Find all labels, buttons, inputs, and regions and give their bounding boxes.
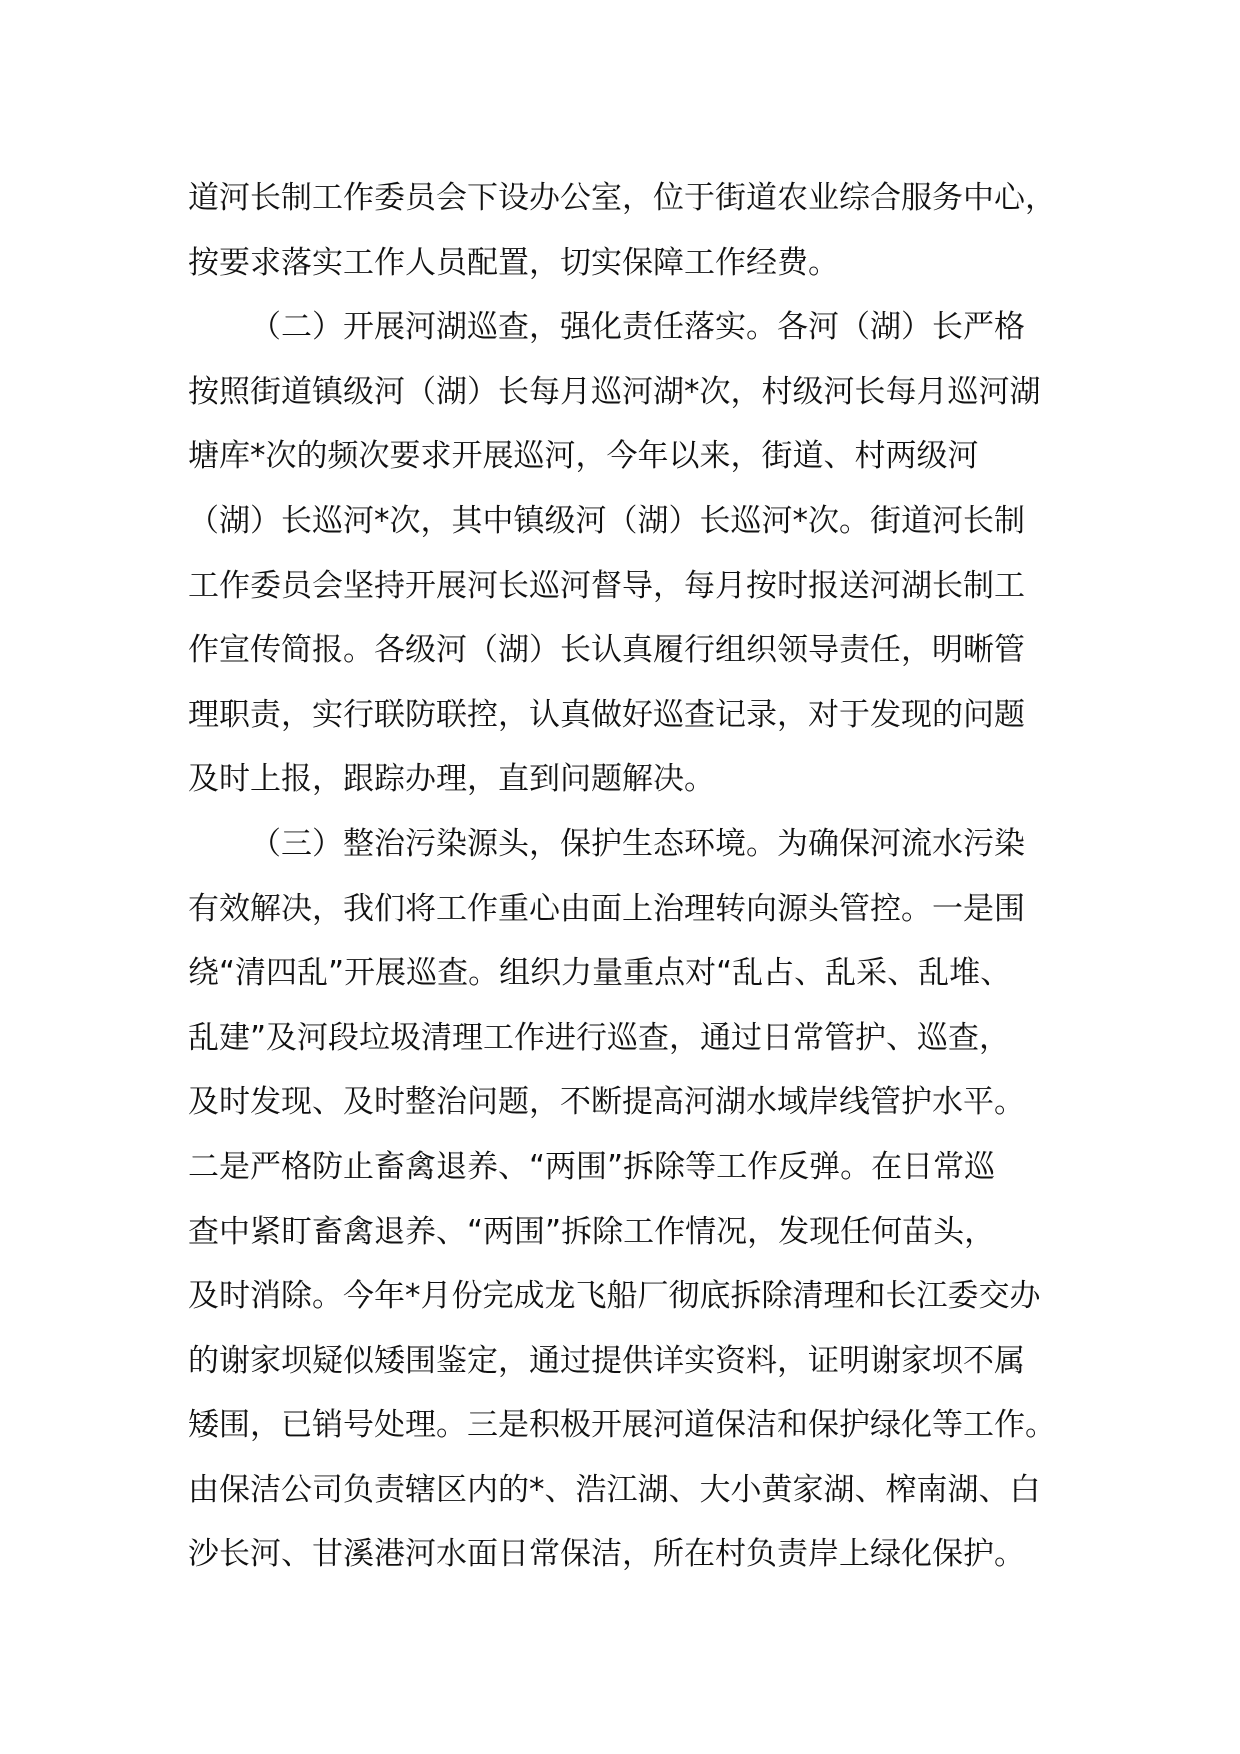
text-line: 理职责，实行联防联控，认真做好巡查记录，对于发现的问题 bbox=[188, 696, 1025, 733]
text-line: 乱建”及河段垃圾清理工作进行巡查，通过日常管护、巡查， bbox=[188, 1019, 1011, 1056]
text-line: 有效解决，我们将工作重心由面上治理转向源头管控。一是围 bbox=[188, 890, 1025, 927]
text-line: 及时消除。今年*月份完成龙飞船厂彻底拆除清理和长江委交办 bbox=[188, 1278, 1041, 1315]
text-line: 塘库*次的频次要求开展巡河，今年以来，街道、村两级河 bbox=[188, 438, 979, 475]
text-line: 工作委员会坚持开展河长巡河督导，每月按时报送河湖长制工 bbox=[188, 567, 1025, 604]
text-line: 道河长制工作委员会下设办公室，位于街道农业综合服务中心， bbox=[188, 180, 1056, 216]
text-line: 及时发现、及时整治问题，不断提高河湖水域岸线管护水平。 bbox=[188, 1084, 1025, 1121]
text-line: 的谢家坝疑似矮围鉴定，通过提供详实资料，证明谢家坝不属 bbox=[188, 1342, 1025, 1379]
text-line: 查中紧盯畜禽退养、“两围”拆除工作情况，发现任何苗头， bbox=[188, 1213, 996, 1250]
paragraph-start-line: （三）整治污染源头，保护生态环境。为确保河流水污染 bbox=[250, 825, 1025, 862]
text-line: 沙长河、甘溪港河水面日常保洁，所在村负责岸上绿化保护。 bbox=[188, 1536, 1025, 1573]
paragraph-start-line: （二）开展河湖巡查，强化责任落实。各河（湖）长严格 bbox=[250, 309, 1025, 346]
text-line: （湖）长巡河*次，其中镇级河（湖）长巡河*次。街道河长制 bbox=[188, 502, 1025, 539]
text-line: 作宣传简报。各级河（湖）长认真履行组织领导责任，明晰管 bbox=[188, 632, 1025, 669]
text-line: 由保洁公司负责辖区内的*、浩江湖、大小黄家湖、榨南湖、白 bbox=[188, 1471, 1041, 1508]
text-line: 按照街道镇级河（湖）长每月巡河湖*次，村级河长每月巡河湖 bbox=[188, 373, 1041, 410]
text-line: 二是严格防止畜禽退养、“两围”拆除等工作反弹。在日常巡 bbox=[188, 1148, 996, 1185]
text-line: 按要求落实工作人员配置，切实保障工作经费。 bbox=[188, 244, 839, 281]
body-text bbox=[188, 166, 1088, 1587]
text-line: 绕“清四乱”开展巡查。组织力量重点对“乱占、乱采、乱堆、 bbox=[188, 955, 1012, 992]
text-line: 及时上报，跟踪办理，直到问题解决。 bbox=[188, 761, 715, 798]
text-line: 矮围，已销号处理。三是积极开展河道保洁和保护绿化等工作。 bbox=[188, 1407, 1056, 1444]
